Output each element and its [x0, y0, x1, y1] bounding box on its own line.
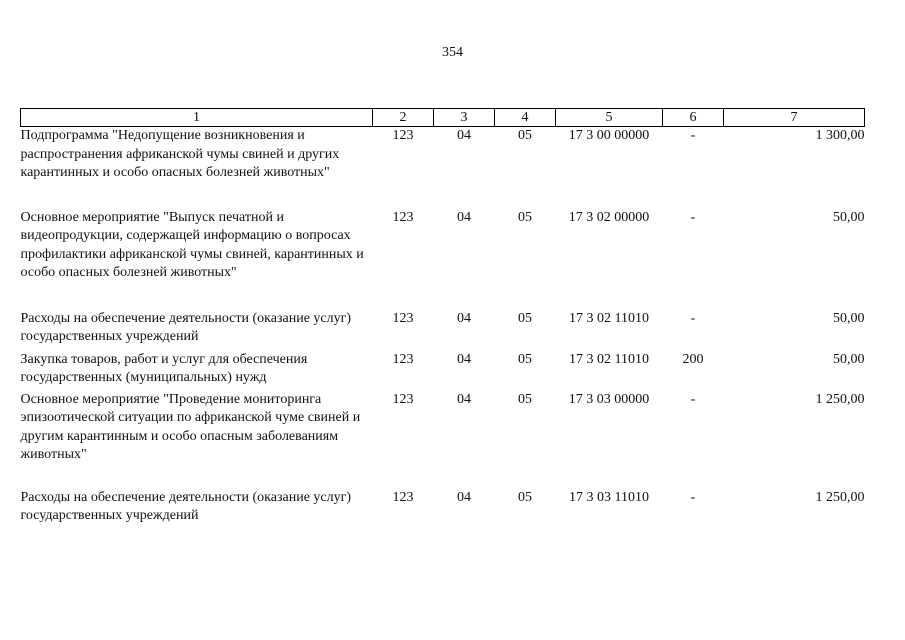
row-amount: 50,00: [833, 351, 865, 367]
table-row: [21, 489, 865, 529]
row-name: Закупка товаров, работ и услуг для обеспечения государственных (муниципальных) нужд: [20, 351, 308, 385]
table-row: [21, 351, 865, 391]
row-code-col2: 123: [392, 489, 414, 505]
row-code-col6: -: [690, 391, 696, 407]
row-code-col5: 17 3 03 11010: [569, 489, 649, 505]
table-row: [21, 209, 865, 310]
row-code-col2: 123: [392, 351, 414, 367]
row-code-col3: 04: [457, 351, 471, 367]
row-code-col6: -: [690, 489, 696, 505]
row-code-col5: 17 3 02 11010: [569, 310, 649, 326]
column-header-3: 3: [434, 109, 495, 127]
row-amount: 1 250,00: [815, 489, 865, 505]
row-code-col2: 123: [392, 209, 414, 225]
row-code-col5: 17 3 03 00000: [568, 391, 650, 407]
row-code-col5: 17 3 02 00000: [568, 209, 650, 225]
column-header-5: 5: [556, 109, 663, 127]
row-code-col6: -: [690, 209, 696, 225]
row-name: Основное мероприятие "Проведение мониторинга эпизоотической ситуации по африканской чуме свиней и другим карантинным и особо опасным заболеваниям животных": [20, 391, 361, 462]
page-number: 354: [442, 45, 463, 60]
row-code-col2: 123: [392, 128, 414, 143]
row-code-col4: 05: [518, 209, 532, 225]
row-code-col4: 05: [518, 351, 532, 367]
row-code-col2: 123: [392, 310, 414, 326]
column-header-2: 2: [373, 109, 434, 127]
row-name: Основное мероприятие "Выпуск печатной и видеопродукции, содержащей информацию о вопросах профилактики африканской чумы свиней, карантинных и особо опасных болезней животных": [20, 209, 364, 280]
row-code-col4: 05: [518, 391, 532, 407]
row-code-col3: 04: [457, 209, 471, 225]
column-header-4: 4: [495, 109, 556, 127]
row-amount: 1 300,00: [815, 128, 865, 143]
row-code-col3: 04: [457, 310, 471, 326]
row-code-col6: -: [690, 310, 696, 326]
column-header-7: 7: [724, 109, 865, 127]
column-header-6: 6: [663, 109, 724, 127]
table-row: [21, 127, 865, 209]
table-row: [21, 391, 865, 489]
row-amount: 50,00: [833, 310, 865, 326]
row-code-col2: 123: [392, 391, 414, 407]
budget-table: [20, 108, 865, 529]
row-amount: 1 250,00: [815, 391, 865, 407]
row-name: Подпрограмма "Недопущение возникновения и распространения африканской чумы свиней и других карантинных и особо опасных болезней животных": [20, 128, 340, 180]
table-row: [21, 310, 865, 351]
row-code-col5: 17 3 02 11010: [569, 351, 649, 367]
row-code-col4: 05: [518, 128, 532, 143]
column-header-1: 1: [21, 109, 373, 127]
row-code-col3: 04: [457, 489, 471, 505]
row-code-col4: 05: [518, 310, 532, 326]
row-amount: 50,00: [833, 209, 865, 225]
table-header-row: [21, 109, 865, 127]
row-code-col3: 04: [457, 391, 471, 407]
row-code-col6: -: [690, 128, 696, 143]
row-name: Расходы на обеспечение деятельности (оказание услуг) государственных учреждений: [20, 489, 352, 523]
row-name: Расходы на обеспечение деятельности (оказание услуг) государственных учреждений: [20, 310, 352, 344]
row-code-col3: 04: [457, 128, 471, 143]
row-code-col4: 05: [518, 489, 532, 505]
row-code-col6: 200: [682, 351, 704, 367]
row-code-col5: 17 3 00 00000: [568, 128, 650, 143]
